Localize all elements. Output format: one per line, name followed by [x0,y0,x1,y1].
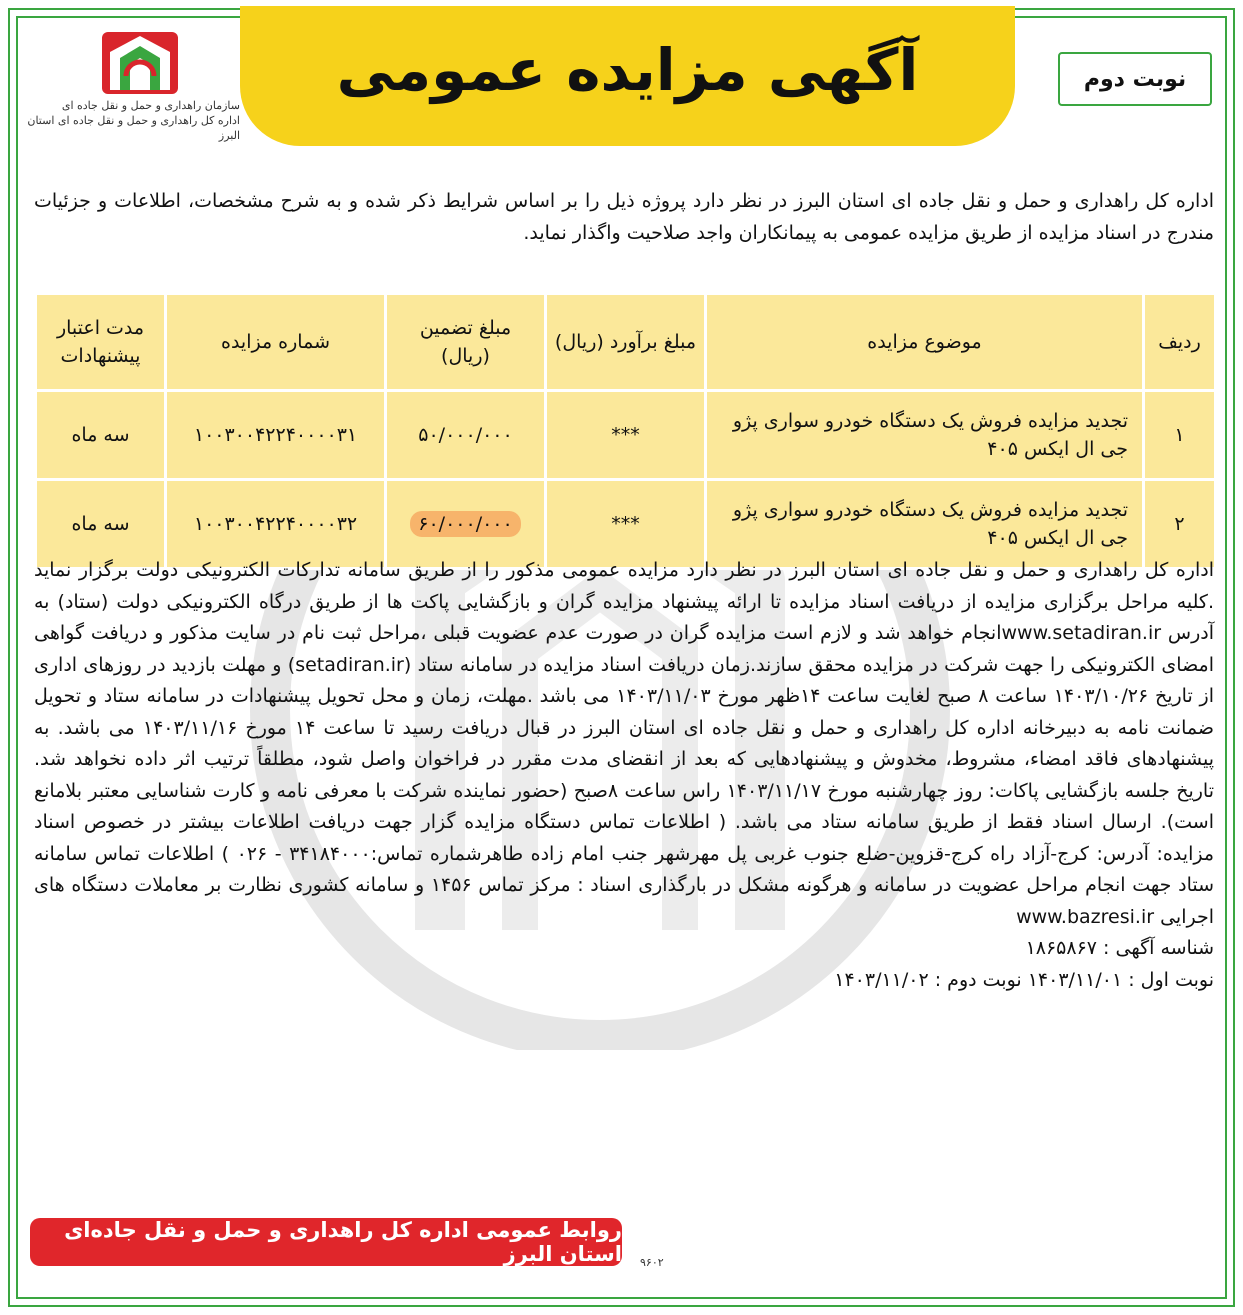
page-title: آگهی مزایده عمومی [336,36,919,104]
intro-paragraph: اداره کل راهداری و حمل و نقل جاده ای استان البرز در نظر دارد پروژه ذیل را بر اساس شرایط ذکر شده و به شرح مشخصات، اطلاعات و جزئیات مندرج در اسناد مزایده از طریق مزایده عمومی به پیمانکاران واجد صلاحیت واگذار نماید. [34,190,1214,244]
body-paragraph [34,555,1214,996]
row-auction-number: ۱۰۰۳۰۰۴۲۲۴۰۰۰۰۳۱ [166,391,386,480]
row-auction-number: ۱۰۰۳۰۰۴۲۲۴۰۰۰۰۳۲ [166,480,386,569]
row-subject: تجدید مزایده فروش یک دستگاه خودرو سواری پژو جی ال ایکس ۴۰۵ [706,391,1144,480]
table-header-row [36,294,1216,391]
row-subject: تجدید مزایده فروش یک دستگاه خودرو سواری پژو جی ال ایکس ۴۰۵ [706,480,1144,569]
row-guarantee: ۵۰/۰۰۰/۰۰۰ [386,391,546,480]
publication-dates: نوبت اول : ۱۴۰۳/۱۱/۰۱ نوبت دوم : ۱۴۰۳/۱۱/۰۲ [834,968,1214,991]
organization-caption-line1: سازمان راهداری و حمل و نقل جاده ای [61,99,240,112]
title-banner [240,6,1015,146]
body-text: اداره کل راهداری و حمل و نقل جاده ای استان البرز در نظر دارد مزایده عمومی مذکور را از طریق سامانه تدارکات الکترونیکی دولت برگزار نماید .کلیه مراحل برگزاری مزایده از دریافت اسناد مزایده تا ارائه پیشنهاد مزایده گران و بازگشایی پاکت ها از طریق درگاه الکترونیکی دولت (ستاد) به آدرس www.setadiran.irانجام خواهد شد و لازم است مزایده گران در صورت عدم عضویت قبلی ،مراحل ثبت نام در سایت مذکور و دریافت گواهی امضای الکترونیکی را جهت شرکت در مزایده محقق سازند.زمان دریافت اسناد مزایده در سامانه ستاد (setadiran.ir) و مهلت بازدید در روزهای اداری از تاریخ ۱۴۰۳/۱۰/۲۶ ساعت ۸ صبح لغایت ساعت ۱۴ظهر مورخ ۱۴۰۳/۱۱/۰۳ می باشد .مهلت، زمان و محل تحویل پیشنهادات در سامانه ستاد و تحویل ضمانت نامه به دبیرخانه اداره کل راهداری و حمل و نقل جاده ای استان البرز در قبال دریافت رسید تا ساعت ۱۴ مورخ ۱۴۰۳/۱۱/۱۶ می باشد. به پیشنهادهای فاقد امضاء، مشروط، مخدوش و پیشنهادهایی که بعد از انقضای مدت مقرر در فراخوان واصل شود، مطلقاً ترتیب اثر داده نخواهد شد. تاریخ جلسه بازگشایی پاکات: روز چهارشنبه مورخ ۱۴۰۳/۱۱/۱۷ راس ساعت ۸صبح (حضور نماینده شرکت با معرفی نامه و کارت شناسایی معتبر بلامانع است). ارسال اسناد فقط از طریق سامانه ستاد می باشد. ( اطلاعات تماس دستگاه مزایده گزار جهت دریافت اطلاعات بیشتر در خصوص اسناد مزایده: آدرس: کرج-آزاد راه کرج-قزوین-ضلع جنوب غربی پل مهرشهر جنب امام زاده طاهرشماره تماس:۳۴۱۸۴۰۰۰ - ۰۲۶ ) اطلاعات تماس سامانه ستاد جهت انجام مراحل عضویت در سامانه و هرگونه مشکل در بارگذاری اسناد : مرکز تماس ۱۴۵۶ و سامانه کشوری نظارت بر معاملات دستگاه های اجرایی www.bazresi.ir [34,559,1215,928]
organization-caption [20,98,240,143]
header-guarantee: مبلغ تضمین (ریال) [386,294,546,391]
row-estimate: *** [546,480,706,569]
row-number: ۱ [1144,391,1216,480]
row-validity: سه ماه [36,391,166,480]
ad-id: شناسه آگهی : ۱۸۶۵۸۶۷ [1025,937,1214,959]
header-subject: موضوع مزایده [706,294,1144,391]
auction-table [34,292,1217,570]
footer-code: ۹۶۰۲ [640,1256,664,1269]
row-validity: سه ماه [36,480,166,569]
header-estimate: مبلغ برآورد (ریال) [546,294,706,391]
header-auction-number: شماره مزایده [166,294,386,391]
header-row-number: ردیف [1144,294,1216,391]
organization-caption-line2: اداره کل راهداری و حمل و نقل جاده ای استان البرز [27,114,240,142]
public-relations-banner: روابط عمومی اداره کل راهداری و حمل و نقل جاده‌ای استان البرز [30,1218,622,1266]
row-guarantee: ۶۰/۰۰۰/۰۰۰ [410,511,520,537]
row-number: ۲ [1144,480,1216,569]
row-estimate: *** [546,391,706,480]
notice-round-badge: نوبت دوم [1058,52,1212,106]
header-validity: مدت اعتبار پیشنهادات [36,294,166,391]
table-row [36,391,1216,480]
